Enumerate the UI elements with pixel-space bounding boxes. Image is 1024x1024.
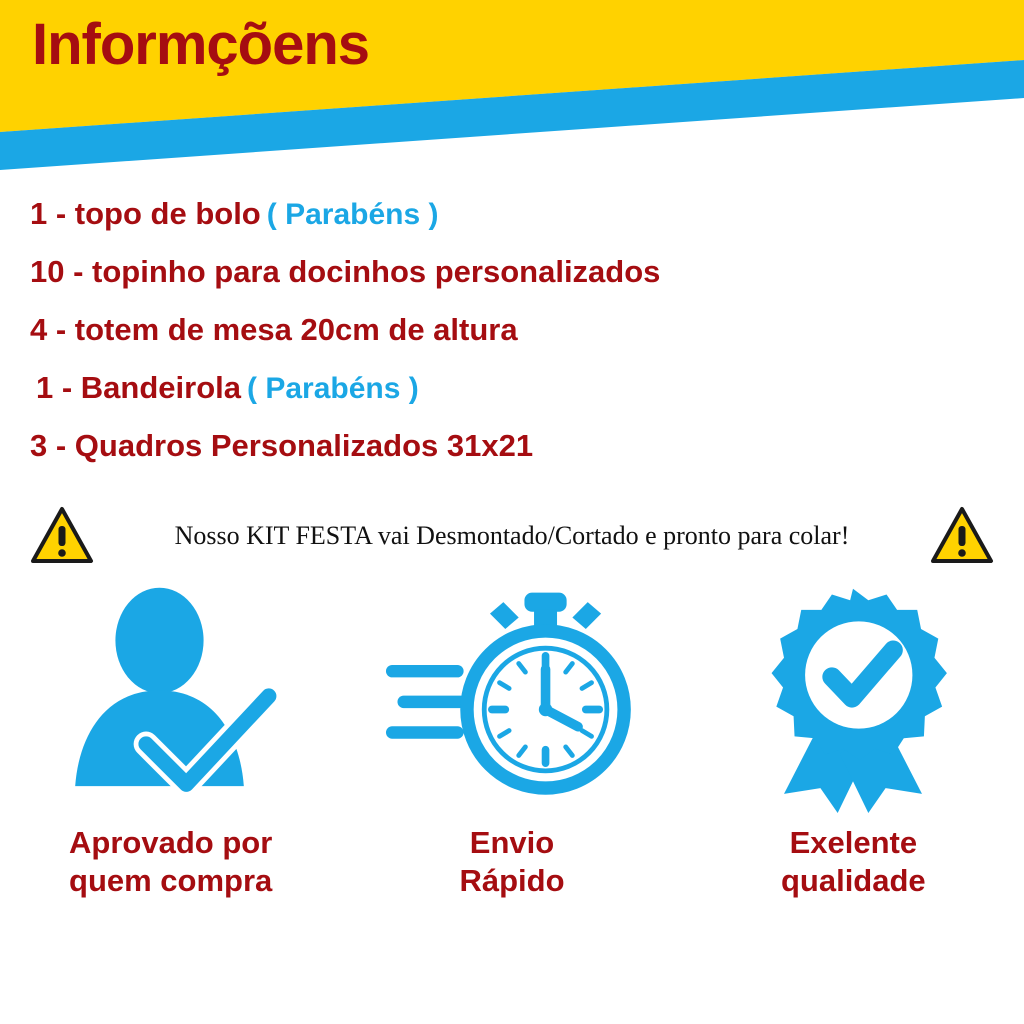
- list-item: [30, 314, 990, 346]
- header-banner: [0, 0, 1024, 180]
- feature-label-line1: Aprovado por: [69, 825, 273, 860]
- list-item-accent: ( Parabéns ): [266, 198, 439, 231]
- kit-items-list: [30, 198, 990, 488]
- quality-badge-icon: [738, 578, 968, 818]
- list-item: [36, 372, 990, 404]
- feature-label-line2: quem compra: [69, 862, 273, 898]
- list-item-text: 1 - topo de bolo: [30, 196, 261, 231]
- feature-label-line1: Exelente: [789, 825, 918, 860]
- list-item-text: 1 - Bandeirola: [36, 370, 241, 405]
- features-row: [0, 578, 1024, 928]
- list-item-accent: ( Parabéns ): [247, 372, 419, 405]
- stopwatch-icon: [382, 578, 642, 818]
- list-item: [30, 430, 990, 462]
- list-item-text: 4 - totem de mesa 20cm de altura: [30, 312, 518, 347]
- feature-approved: [0, 578, 341, 928]
- page-title: Informçõens: [32, 12, 370, 77]
- list-item: [30, 198, 990, 230]
- feature-label: [69, 824, 272, 900]
- notice-text: Nosso KIT FESTA vai Desmontado/Cortado e pronto para colar!: [174, 521, 850, 550]
- feature-quality: [683, 578, 1024, 928]
- person-check-icon: [46, 578, 296, 818]
- feature-label: [781, 824, 926, 900]
- warning-icon: [930, 506, 994, 566]
- feature-fast-shipping: [341, 578, 682, 928]
- feature-label-line1: Envio: [469, 825, 555, 860]
- list-item-text: 10 - topinho para docinhos personalizados: [30, 254, 661, 289]
- warning-icon: [30, 506, 94, 566]
- notice-strip: [30, 500, 994, 572]
- list-item: [30, 256, 990, 288]
- list-item-text: 3 - Quadros Personalizados 31x21: [30, 428, 534, 463]
- feature-label-line2: Rápido: [459, 862, 565, 898]
- feature-label-line2: qualidade: [780, 862, 926, 898]
- feature-label: [459, 824, 564, 900]
